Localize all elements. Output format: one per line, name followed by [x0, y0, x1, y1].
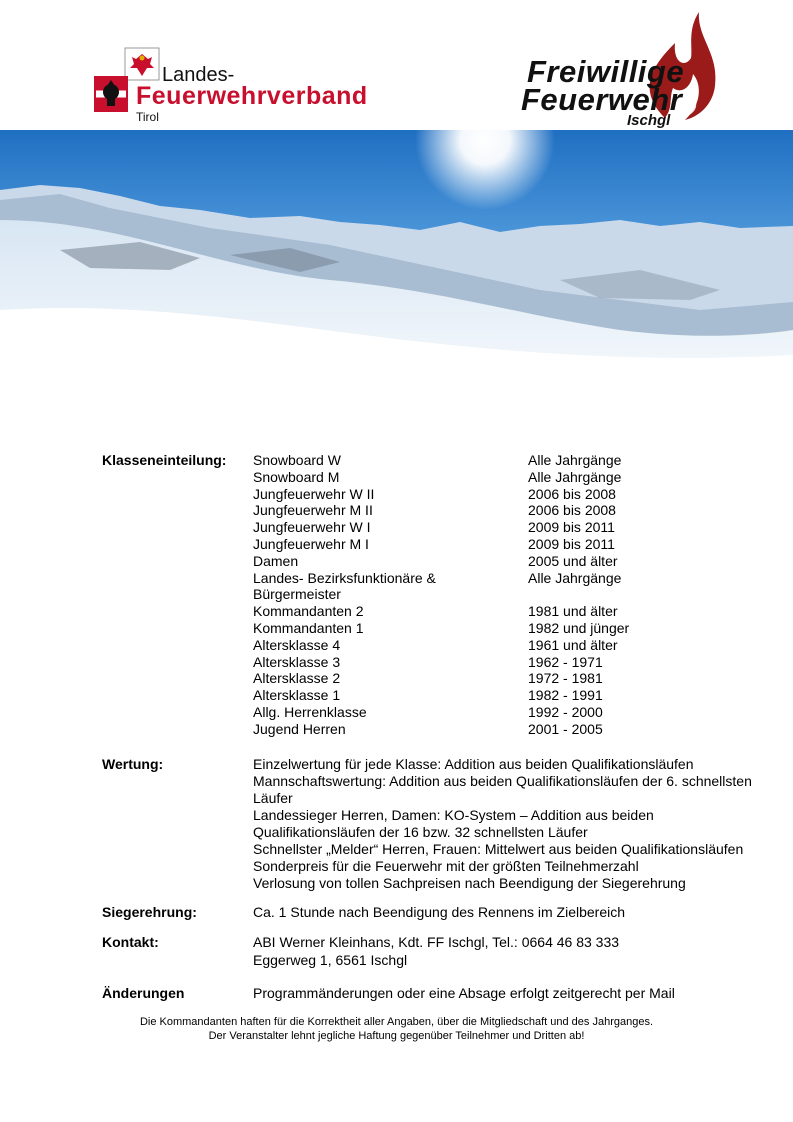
class-name: Altersklasse 2	[253, 670, 341, 687]
class-name: Jungfeuerwehr M II	[253, 502, 373, 519]
class-years: 2005 und älter	[528, 552, 618, 569]
wertung-label: Wertung:	[102, 756, 164, 772]
class-years: 2009 bis 2011	[528, 519, 615, 536]
ffi-logo-line2: Feuerwehr	[521, 82, 683, 117]
class-years: 1962 - 1971	[528, 653, 603, 670]
class-name: Jungfeuerwehr W II	[253, 485, 375, 502]
kontakt-line2: Eggerweg 1, 6561 Ischgl	[253, 952, 408, 968]
kontakt-label: Kontakt:	[102, 934, 159, 950]
class-name: Snowboard W	[253, 452, 341, 468]
class-name: Bürgermeister	[253, 586, 341, 603]
siegerehrung-text: Ca. 1 Stunde nach Beendigung des Rennens im Zielbereich	[253, 904, 626, 920]
classes-label: Klasseneinteilung:	[102, 452, 227, 468]
wertung-line: Läufer	[253, 790, 293, 806]
class-years: 2001 - 2005	[528, 720, 603, 737]
wertung-line: Sonderpreis für die Feuerwehr mit der größten Teilnehmerzahl	[253, 858, 639, 874]
class-years: 1982 - 1991	[528, 687, 603, 704]
disclaimer-line2: Der Veranstalter lehnt jegliche Haftung gegenüber Teilnehmer und Dritten ab!	[208, 1030, 585, 1042]
class-name: Allg. Herrenklasse	[253, 704, 367, 720]
landes-feuerwehrverband-logo	[92, 46, 392, 128]
ffi-logo-line3: Ischgl	[627, 112, 671, 129]
class-years: 1992 - 2000	[528, 704, 603, 720]
ff-ischgl-logo	[515, 8, 725, 130]
class-years: 2009 bis 2011	[528, 536, 615, 552]
aenderungen-label: Änderungen	[102, 985, 185, 1001]
class-name: Altersklasse 4	[253, 636, 341, 653]
class-name: Jugend Herren	[253, 720, 346, 737]
lfv-logo-line3: Tirol	[136, 110, 159, 124]
class-years: 2006 bis 2008	[528, 502, 616, 519]
wertung-line: Mannschaftswertung: Addition aus beiden Qualifikationsläufen der 6. schnellsten	[253, 773, 752, 789]
aenderungen-text: Programmänderungen oder eine Absage erfolgt zeitgerecht per Mail	[253, 985, 675, 1001]
lfv-logo-line2: Feuerwehrverband	[136, 82, 368, 110]
class-years: Alle Jahrgänge	[528, 569, 622, 586]
class-name: Snowboard M	[253, 468, 340, 485]
disclaimer-line1: Die Kommandanten haften für die Korrektheit aller Angaben, über die Mitgliedschaft und des Jahrganges.	[139, 1016, 654, 1028]
class-years: 2006 bis 2008	[528, 485, 616, 502]
class-years: 1982 und jünger	[528, 620, 630, 636]
class-name: Kommandanten 2	[253, 603, 364, 620]
snow-mountain-banner	[0, 130, 793, 440]
class-years: 1972 - 1981	[528, 670, 603, 687]
class-name: Kommandanten 1	[253, 620, 364, 636]
wertung-line: Einzelwertung für jede Klasse: Addition aus beiden Qualifikationsläufen	[253, 756, 694, 772]
class-name: Jungfeuerwehr M I	[253, 536, 369, 552]
kontakt-line1: ABI Werner Kleinhans, Kdt. FF Ischgl, Tel.: 0664 46 83 333	[253, 934, 620, 950]
wertung-line: Schnellster „Melder“ Herren, Frauen: Mittelwert aus beiden Qualifikationsläufen	[253, 841, 744, 857]
class-years: Alle Jahrgänge	[528, 468, 622, 485]
class-years: 1961 und älter	[528, 636, 618, 653]
class-name: Altersklasse 1	[253, 687, 341, 704]
wertung-line: Verlosung von tollen Sachpreisen nach Beendigung der Siegerehrung	[253, 875, 686, 891]
wertung-line: Landessieger Herren, Damen: KO-System – Addition aus beiden	[253, 807, 654, 823]
class-name: Altersklasse 3	[253, 653, 341, 670]
siegerehrung-label: Siegerehrung:	[102, 904, 197, 920]
ffi-logo-line1: Freiwillige	[527, 54, 685, 89]
class-name: Damen	[253, 552, 299, 569]
class-name: Landes- Bezirksfunktionäre &	[253, 569, 436, 586]
lfv-logo-line1: Landes-	[162, 64, 235, 86]
class-years: 1981 und älter	[528, 603, 618, 620]
wertung-line: Qualifikationsläufen der 16 bzw. 32 schnellsten Läufer	[253, 824, 588, 840]
class-years: Alle Jahrgänge	[528, 452, 622, 468]
class-name: Jungfeuerwehr W I	[253, 519, 371, 536]
